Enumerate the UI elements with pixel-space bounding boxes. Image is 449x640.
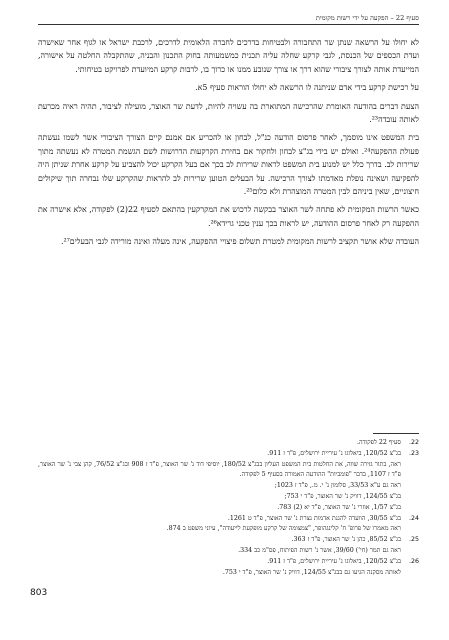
- footnote-line: בג"צ 120/52, ביאלוגו נ' עיריית ירושלים, פ"ד ז 911.: [267, 449, 401, 457]
- footnote-line: בג"צ 124/55, דוויק נ' שר האוצר, פ"ד י 753;: [284, 492, 401, 500]
- footnote-text: [38, 514, 401, 536]
- footnote: [38, 557, 419, 579]
- footnote-line: ראה גם תמר (חי') 39/60, אשר נ' רשות הפיתוח, פס"מ כב 334.: [238, 546, 401, 554]
- footnote-text: [38, 535, 401, 557]
- footnote-line: בג"צ 1/57, אוזרי נ' שר האוצר, פ"ד יא (2) 783.: [277, 503, 401, 511]
- footnote-line: ראה, בתור גזירה שווה, את החלטות בית המשפט העליון בבג"צ 180/52, יוסיפי דוד נ' שר האוצר, פ"ד ז 908 ובג"צ 76/52, קהן צבי נ' שר האוצר, פ"ד ז 1107, בדבר "פומביות" ההודעה האמורה בסעיף 5 לפקודה.: [38, 460, 402, 479]
- footnote-line: ראה מאמרו של פרופ' ח' קלינגהופר, "צמצומה של קרקע מופקעת לייעודה", עיוני משפט ב 874.: [166, 525, 401, 533]
- body-paragraph: הצעת דברים בהודעה האומרת שהרכישה המתוארת בה עשויה להיות, לדעת שר האוצר, מועילה לציבור, תהיה ראיה מכרעת לאותה עובדה²³.: [38, 101, 419, 125]
- body-paragraph: כאשר הרשות המקומית לא פתחה לשר האוצר בבקשה לרכוש את המקרקעין בהתאם לסעיף 22(2) לפקודה, אלא אישרה את ההפקעה רק לאחר פרסום ההודעה, יש לראות בכך ענין טכני גרידא²⁶.: [38, 205, 419, 228]
- footnotes: [38, 438, 419, 578]
- footnote: [38, 514, 419, 536]
- footnote-number: 26.: [408, 557, 419, 565]
- footnote-line: ראה גם ע"א 33/53, סלומון נ' י. מ., פ"ד ז 1023;: [274, 482, 401, 490]
- footnote-text: [38, 438, 401, 449]
- running-header: [38, 14, 419, 25]
- footnote-line: סעיף 22 לפקודה.: [357, 439, 401, 446]
- body-text: [38, 36, 419, 254]
- footnote: [38, 535, 419, 557]
- footnote-line: בג"צ 85/52, כהן נ' שר האוצר, פ"ד ז 363.: [291, 536, 401, 544]
- running-title: סעיף 22 – הפקעה על ידי רשות מקומית: [315, 14, 419, 22]
- body-paragraph: העובדה שלא אושר תקציב לרשות המקומית למטרת תשלום פיצויי ההפקעה, אינה מעלה ואינה מורידה לגבי הבעלים²⁷.: [60, 237, 419, 247]
- body-paragraph: לא יחולו על הרשאה שנתן שר התחבורה ולבטיחות בדרכים לחברה הלאומית לדרכים, לרכבת ישראל או לגוף אחר שאישרה ועדת הכספים של הכנסת, לגבי קרקע שחלה עליה תכנית כמשמעותה בחוק התכנון והבניה, שהתקבלה החלטה על אישורה, המייעדת אותה לצורך ציבורי שהוא דרך או צורך שנובע ממנו או כרוך בו, לרבות קרקע המיועדת לפרויקט בטיחותי.: [38, 38, 419, 74]
- footnote-separator: [373, 433, 419, 434]
- footnote-line: בג"צ 120/52, ביאלוגו נ' עיריית ירושלים, פ"ד ז 911.: [267, 557, 401, 565]
- footnote-line: לאותה מסקנה הגיעו גם בבג"צ 124/55, דוויק נ' שר האוצר, פ"ד י 753.: [222, 568, 401, 576]
- footnote-text: [38, 449, 401, 514]
- footnote-line: בג"צ 30/55, הוועדה להגנת אדמות נצרת נ' שר האוצר, פ"ד ט 1261.: [227, 514, 401, 522]
- body-paragraph: בית המשפט אינו מוסמך, לאחר פרסום הודעה כנ"ל, לבחון או להכריע אם אמנם קיים הצורך הציבורי אשר לשמו נעשתה פעולת ההפקעה²⁴. ואולם יש בידי בג"צ לבחון ולחקור אם בחירת הקרקעות הדרושות לשם הגשמת המטרה לא נעשתה מתוך שרירות לב. בדרך כלל יש למנוע בית המשפט לראות שרירות לב בכך אם בעל הקרקע יכול להצביע על קרקע אחרת שניתן היה להפקיעה ושאינה נופלת מאדמתו לצורך הרכישה. על הבעלים הטוען שרירות לב להראות שהקרקע שלו נבחרה תוך שיקולים חיצוניים, שאין ביניהם לבין המטרה המוצהרת ולא כלום²⁵.: [38, 133, 419, 197]
- footnote-number: 22.: [408, 439, 419, 446]
- footnote: [38, 449, 419, 514]
- footnote-number: 24.: [408, 514, 419, 522]
- body-paragraph: על רכישת קרקע בידי אדם שניתנה לו הרשאה לא יחולו הוראות סעיף 5א.: [195, 83, 419, 93]
- footnote-text: [38, 557, 401, 579]
- page-number: 803: [30, 588, 48, 598]
- footnote-number: 23.: [408, 449, 419, 457]
- footnote-number: 25.: [408, 536, 419, 544]
- footnote: [38, 438, 419, 449]
